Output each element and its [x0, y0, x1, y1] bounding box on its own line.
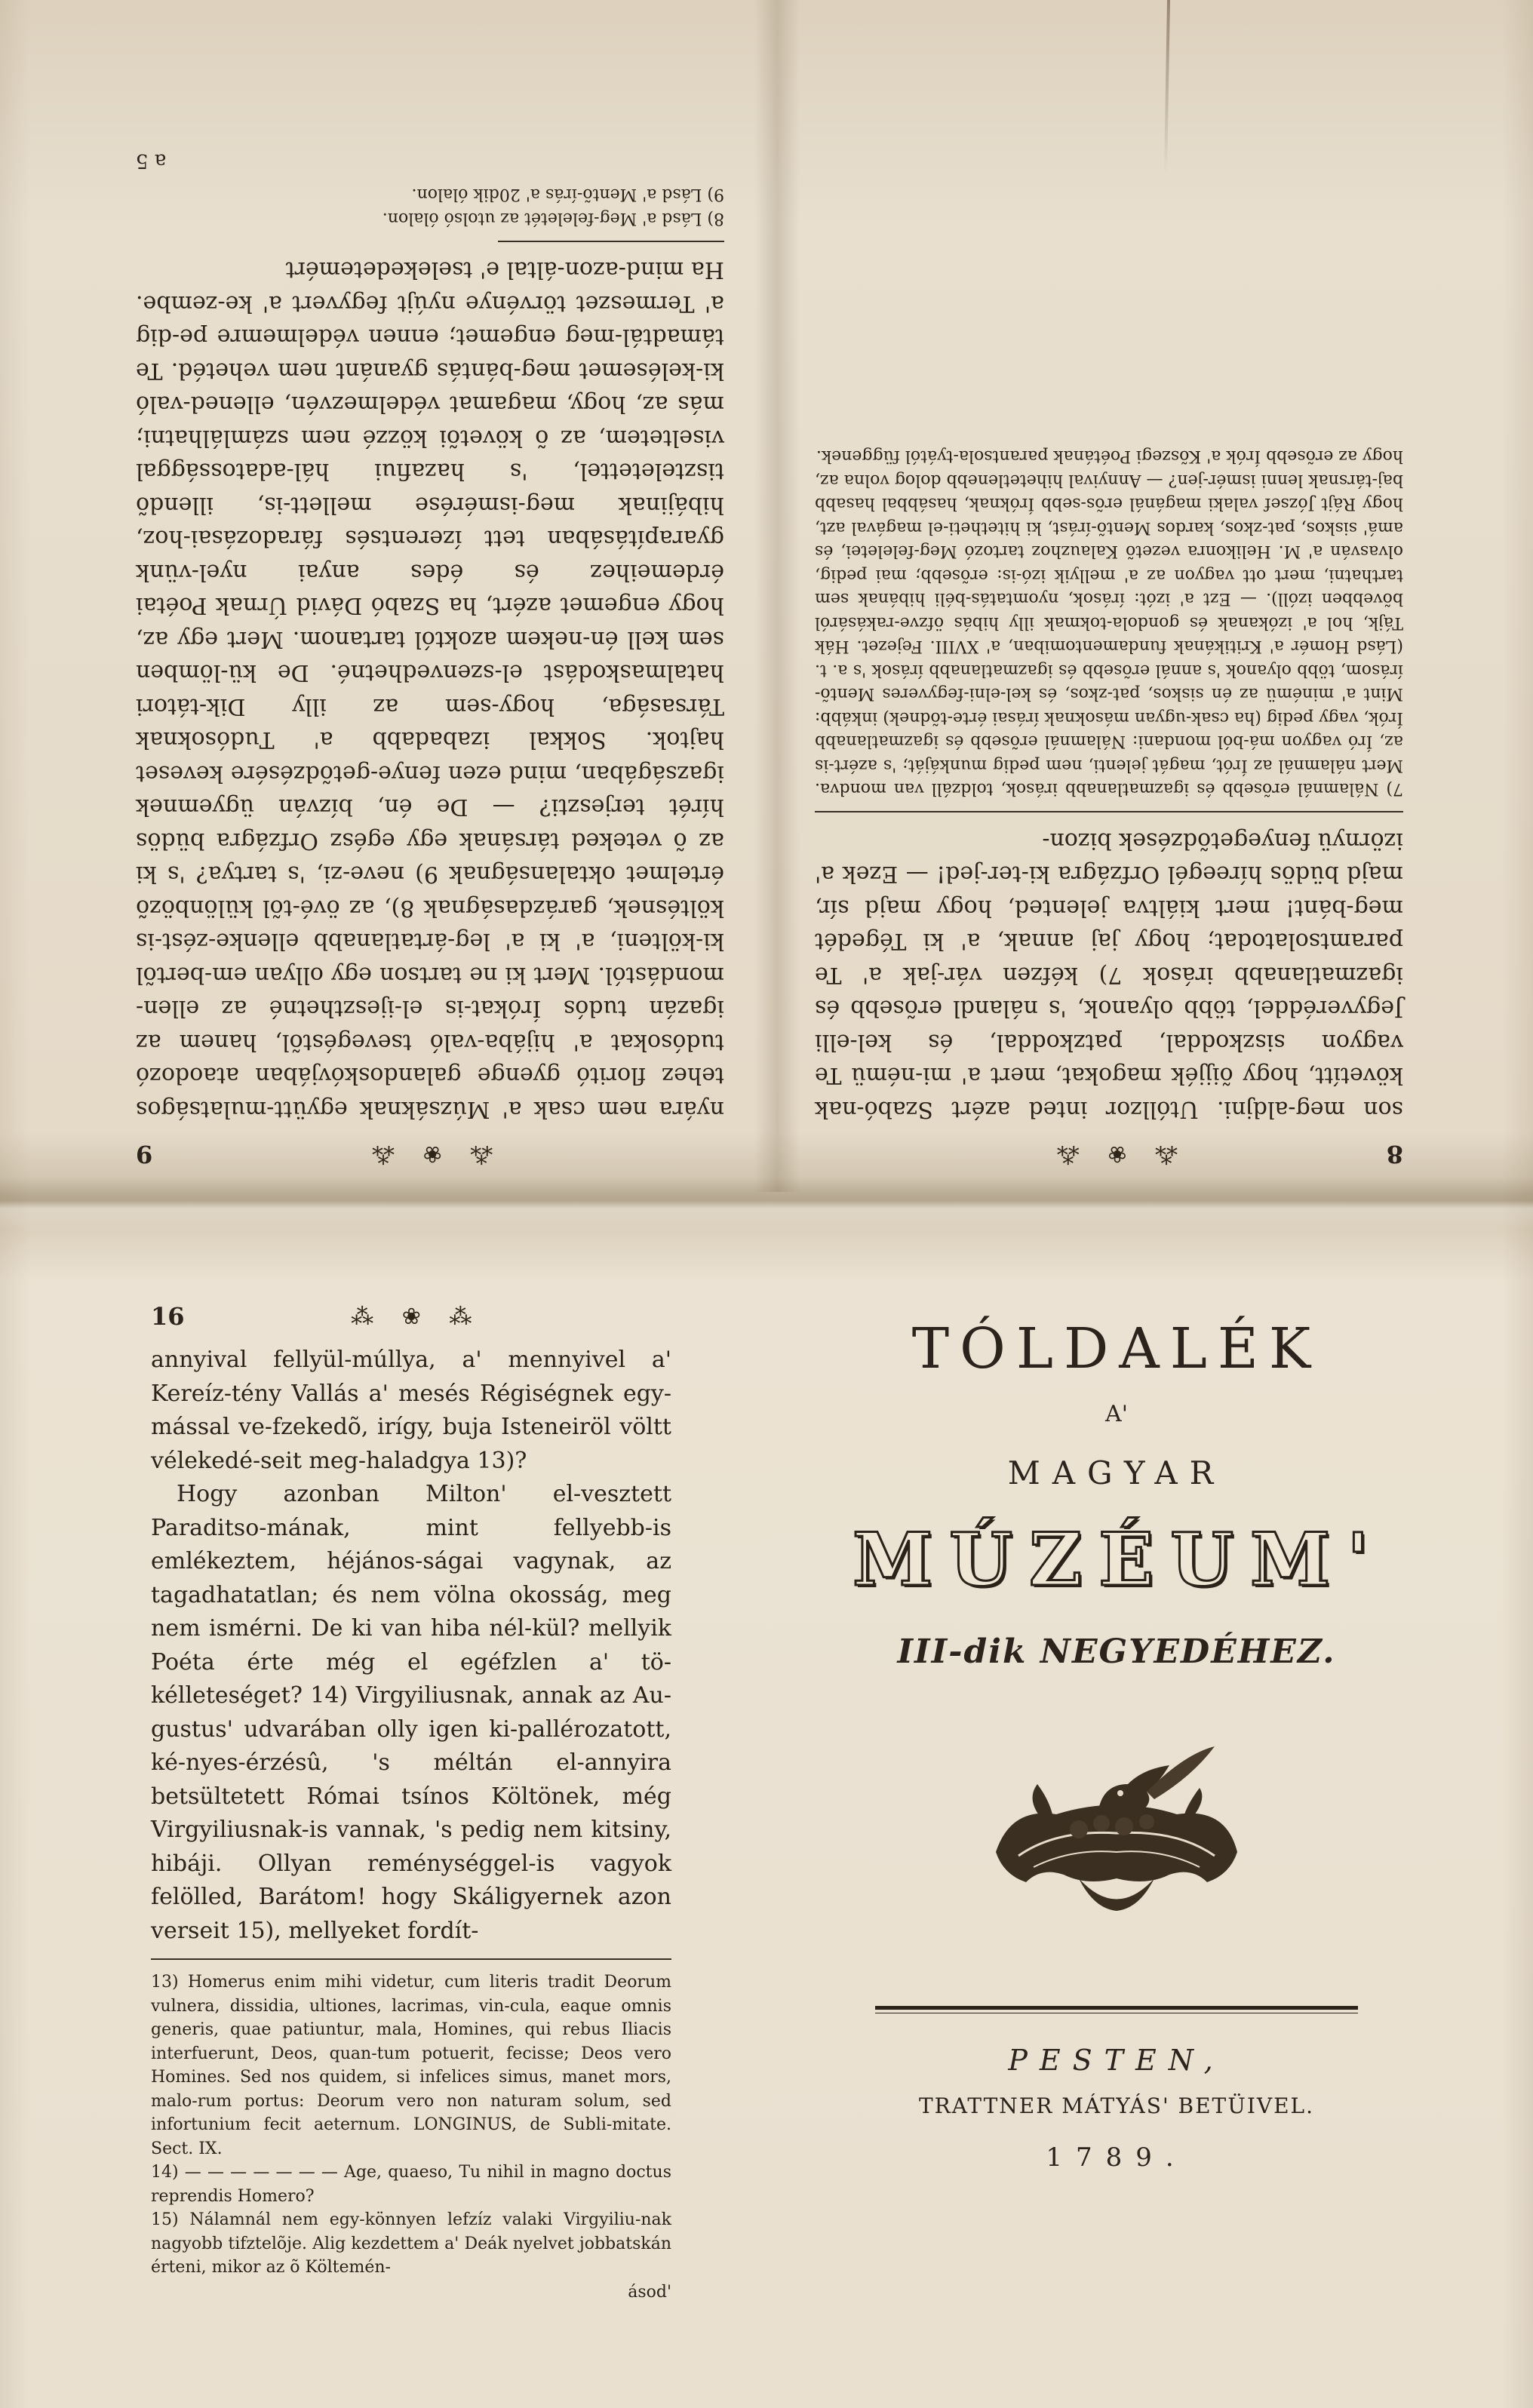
paragraph: nyára nem csak a' Múzsáknak együtt-mulatságos tehez floritó gyenge galandoskóvjában ataodozó tudósokat a' hijába-való tsevegéstõl, hanem az igazán tudós Írókat-is el-ijeszthetné az ellen-mondástól. Mert ki ne tartson egy ollyan em-bertõl ki-költeni, a' ki a' leg-ártatlanabb ellenke-zést-is költésnek, garázdaságnak 8), az övé-tõl különbözõ értelmet oktalanságnak 9) neve-zi, 's tartya? 's ki az õ veteked társának egy egész Orfzágra büdös hírét terjeszti? — De én, bízván ügyemnek igazságában, mind ezen fenye-getõdzésére keveset hajtok. Sokkal izabadabb a' Tudósoknak Társasága, hogy-sem az illy Dik-tátori hatalmaskodást el-szenvedhetné. De kü-lömben sem kell én-nekem azoktól tartanom. Mert egy az, hogy engemet azért, ha Szabó Dávid Úrnak Poétai érdemeihez és édes anyai nyel-vünk gyarapításában tett ízerentsés fáradozásai-hoz, hibájinak meg-ismérése mellett-is, illendõ tiszteletettel, 's hazafiui hál-adatossággal viseltetem, az õ követõi közzé nem számlálhatni; más az, hogy, magamat védelmezvén, ellened-való ki-kelésemet meg-bántás gyanánt nem vehetéd. Te támadtál-meg engemet; ennen védelmemre pe-dig a' Termeszet törvénye nyújt fegyvert a' ke-zembe. Ha mind-azon-által e' tselekedetemért: [136, 256, 724, 1123]
page-number: 8: [1386, 1140, 1403, 1169]
paragraph: son meg-aldjni. Utóllzor inted azért Szabó-nak követítt, hogy õijjék magokat, mert a' mi-némü Te vagyon siszkoddal, patzkoddal, és kel-elli Jegyveréddel, több olyanok, 's nálandl erõsebb és igazmatlanabb irások 7) kéfzen vár-jak a' Te paramtsolatodat; hogy jaj annak, a' ki Tégedét meg-bánt! mert kiáltva jelented, hogy majd sír, majd büdös híreegél Orfzágra ki-ter-jed! — Ezek a' izörnyü fenyegetõdzések bizon-: [815, 828, 1403, 1123]
page-9-header: [136, 1132, 724, 1177]
title-muzeum: MÚZÉUM': [853, 1517, 1386, 1602]
vertical-fold: [754, 0, 800, 1192]
title-toldalek: TÓLDALÉK: [911, 1316, 1322, 1381]
page-16-header: [151, 1294, 671, 1339]
page-9: [136, 149, 724, 1177]
page-16-body: [151, 1344, 671, 1948]
ornament-icon: ⁂ ❀ ⁂: [361, 1141, 493, 1168]
page-9-body: [136, 253, 724, 1126]
page-8-body: [815, 824, 1403, 1126]
imprint-year: 1789.: [1046, 2142, 1187, 2173]
page-8-footnote: [815, 444, 1403, 801]
paragraph: annyival fellyül-múllya, a' mennyivel a' Kereíz-tény Vallás a' mesés Régiségnek egy-mással ve-fzekedõ, irígy, buja Isteneiröl völtt vélekedé-seit meg-haladgya 13)?: [151, 1347, 671, 1474]
page-number: 16: [151, 1302, 185, 1331]
page-8: [815, 30, 1403, 1177]
page-16-footnotes: [151, 1970, 671, 2280]
title-page: [853, 1316, 1386, 2267]
footnote: 14) — — — — — — — Age, quaeso, Tu nihil in magno doctus reprendis Homero?: [151, 2163, 671, 2206]
divider: [151, 1958, 671, 1960]
title-article: A': [1105, 1401, 1128, 1427]
double-rule: [875, 2006, 1358, 2013]
footnote: 8) Lásd a' Meg-feleletét az utolsó ólalon.: [382, 209, 724, 228]
page-9-footnotes: [136, 183, 724, 230]
footnote: 9) Lásd a' Mentõ-írás a' 20dik ólalon.: [411, 185, 724, 204]
signature-mark: a 5: [136, 149, 167, 172]
imprint-place: PESTEN,: [1008, 2044, 1225, 2077]
paragraph: Hogy azonban Milton' el-vesztett Paraditso-mának, mint fellyebb-is emlékeztem, héjános-ságai vagynak, az tagadhatatlan; és nem völna okosság, meg nem ismérni. De ki van hiba nél-kül? mellyik Poéta érte még el egéfzlen a' tö-kélleteséget? 14) Virgyiliusnak, annak az Au-gustus' udvarában olly igen ki-pallérozatott, ké-nyes-érzésû, 's méltán el-annyira betsültetett Római tsínos Költönek, még Virgyiliusnak-is vannak, 's pedig nem kitsiny, hibáji. Ollyan reménységgel-is vagyok felölled, Barátom! hogy Skáligyernek azon verseit 15), mellyeket fordít-: [151, 1481, 671, 1944]
title-negyedehez: III-dik NEGYEDÉHEZ.: [897, 1632, 1336, 1671]
ornament-icon: ⁂ ❀ ⁂: [351, 1303, 483, 1330]
divider: [498, 241, 724, 242]
imprint-printer: TRATTNER MÁTYÁS' BETÜIVEL.: [918, 2093, 1315, 2118]
page-16: [151, 1294, 671, 2380]
footnote: 13) Homerus enim mihi videtur, cum literis tradit Deorum vulnera, dissidia, ultiones, lacrimas, vin-cula, eaque omnis generis, quae patiuntur, mala, Homines, qui rebus Iliacis interfuerunt, Deos, quan-tum potuerit, fecisse; Deos vero Homines. Sed nos quidem, si infelices simus, manet mors, malo-rum portus: Deorum vero non naturam solum, sed infortunium fecit aeternum. LONGINUS, de Subli-mitate. Sect. IX.: [151, 1973, 671, 2158]
ornament-icon: ⁂ ❀ ⁂: [1046, 1141, 1178, 1168]
divider: [815, 812, 1403, 813]
bird-basket-vignette-icon: [966, 1724, 1267, 1912]
footnote: 15) Nálamnál nem egy-könnyen lefzíz valaki Virgyiliu-nak nagyobb tifztelõje. Alig kezdettem a' Deák nyelvet jobbatskán érteni, mikor az õ Költemén-: [151, 2210, 671, 2277]
footnote: 7) Nálamnál erõsebb és igazmatlanabb irások, toldzáll van mondva. Mert nálamnál az Írót, magát jelenti, nem pedig munkáját; 's azért-is az, Író vagyon má-ból mondani: Nálamnál erõsebb és igazmatlanabb Írók, vagy pedig (ha csak-ugyan másoknak írásai érte-tõdnek) inkább: Mint a' minémü az én siskos, pat-zkos, és kel-elni-fegyveres Mentõ-írásom, több olyanok 's annál erõsebb és igazmatlanabb írások 's a. t. (Lásd Homér a' Kritikának fundamentomiban, a' XVIII. Fejezet. Hák Tájk, hol a' izókanak és gondola-tokmak illy hibás öfzve-rakásáról bõvebben izóll). — Ezt a' izót: írások, nyomtatás-béli hibának sem tarthatni, mert ott vagyon az a' mellyik izó-is: erõsebb; mai pedig, olvasván a' M. Helikonra vezetõ Kalauzhoz tartozó Meg-feleletei, és amá' siskos, pat-zkos, kardos Mentõ-írást, ki hitetheti-el magával azt, hogy Rájt József valaki magánál erõs-sebb Íróknak, hasábbal hasabb baj-társnak lenni ismér-jen? — Annyival hihetetlenebb dolog volna az, hogy az erõsebb Írók a' Kõszegi Poétának parantsola-tyától függenek.: [815, 447, 1403, 799]
title-magyar: MAGYAR: [1007, 1454, 1226, 1491]
page-number: 9: [136, 1140, 153, 1169]
page-8-header: [815, 1132, 1403, 1177]
catchword: ásod': [628, 2282, 671, 2302]
